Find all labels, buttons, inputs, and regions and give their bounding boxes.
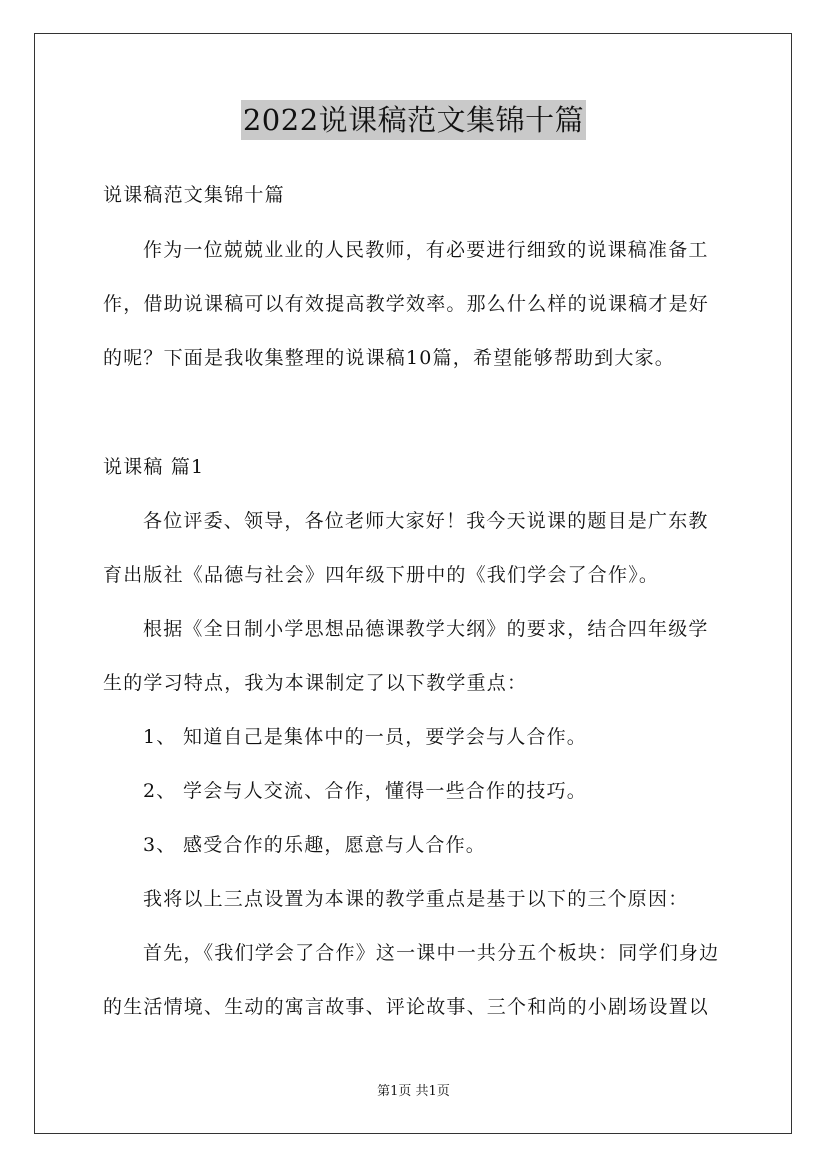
list-item [143,779,783,803]
intro-line-3: 的呢？下面是我收集整理的说课稿10篇，希望能够帮助到大家。 [103,347,675,369]
body-line-3: 根据《全日制小学思想品德课教学大纲》的要求，结合四年级学 [143,618,709,640]
page-footer: 第1页 共1页 [377,1084,450,1099]
list-item [143,833,783,857]
subtitle: 说课稿范文集锦十篇 [103,184,285,206]
closing-line-2: 首先，《我们学会了合作》这一课中一共分五个板块：同学们身边 [143,942,720,964]
list-item-number: 1、 [143,726,177,748]
intro-line-1: 作为一位兢兢业业的人民教师，有必要进行细致的说课稿准备工 [143,239,709,261]
title-wrap [0,100,827,140]
list-item-number: 2、 [143,780,177,802]
document-title: 2022说课稿范文集锦十篇 [241,100,586,140]
closing-line-3: 的生活情境、生动的寓言故事、评论故事、三个和尚的小剧场设置以 [103,996,710,1018]
body-line-4: 生的学习特点，我为本课制定了以下教学重点： [103,672,528,694]
body-line-1: 各位评委、领导，各位老师大家好！我今天说课的题目是广东教 [143,510,709,532]
list-item-text: 知道自己是集体中的一员，要学会与人合作。 [183,726,588,748]
list-item [143,725,783,749]
list-item-text: 学会与人交流、合作，懂得一些合作的技巧。 [183,780,588,802]
intro-line-2: 作，借助说课稿可以有效提高教学效率。那么什么样的说课稿才是好 [103,293,710,315]
section-heading: 说课稿 篇1 [103,456,205,478]
list-item-number: 3、 [143,834,177,856]
closing-line-1: 我将以上三点设置为本课的教学重点是基于以下的三个原因： [143,888,689,910]
list-item-text: 感受合作的乐趣，愿意与人合作。 [183,834,487,856]
body-line-2: 育出版社《品德与社会》四年级下册中的《我们学会了合作》。 [103,564,660,586]
